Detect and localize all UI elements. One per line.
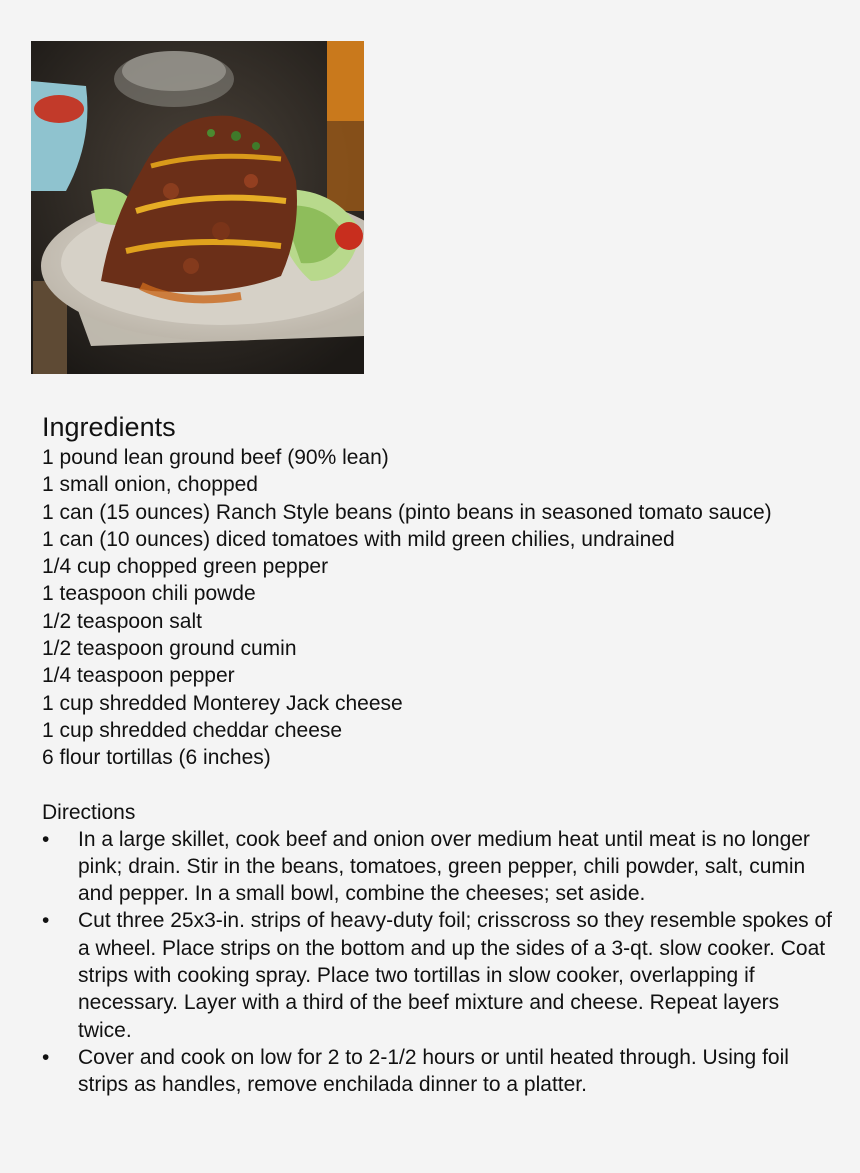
ingredient-item: 1 can (15 ounces) Ranch Style beans (pinto beans in seasoned tomato sauce) — [42, 500, 772, 524]
direction-step-text: Cover and cook on low for 2 to 2-1/2 hours or until heated through. Using foil strips as handles, remove enchilada dinner to a platter. — [78, 1045, 789, 1097]
direction-step — [42, 907, 838, 1043]
ingredient-item: 1 pound lean ground beef (90% lean) — [42, 446, 389, 469]
bullet-icon: • — [42, 827, 50, 851]
ingredient-item: 1 small onion, chopped — [42, 473, 258, 497]
ingredient-item: 1/4 cup chopped green pepper — [42, 555, 329, 579]
ingredient-item: 1/2 teaspoon ground cumin — [42, 637, 297, 661]
direction-step — [42, 1044, 838, 1099]
direction-step — [42, 826, 838, 908]
ingredient-item: 1/2 teaspoon salt — [42, 609, 202, 633]
direction-step-text: In a large skillet, cook beef and onion over medium heat until meat is no longer pink; drain. Stir in the beans, tomatoes, green pepper, chili powder, salt, cumin and pepper. In a small bowl, combine the cheeses; set aside. — [78, 827, 810, 906]
ingredient-item: 1/4 teaspoon pepper — [42, 664, 235, 688]
ingredients-heading: Ingredients — [42, 412, 176, 442]
bullet-icon: • — [42, 909, 50, 933]
ingredient-item: 1 teaspoon chili powde — [42, 582, 256, 606]
ingredient-item: 1 cup shredded Monterey Jack cheese — [42, 691, 403, 715]
recipe-content — [42, 410, 842, 1099]
bullet-icon: • — [42, 1045, 50, 1069]
directions-list — [42, 826, 842, 1099]
direction-step-text: Cut three 25x3-in. strips of heavy-duty foil; crisscross so they resemble spokes of a wheel. Place strips on the bottom and up the sides of a 3-qt. slow cooker. Coat strips with cooking spray. Place two tortillas in slow cooker, overlapping if necessary. Layer with a third of the beef mixture and cheese. Repeat layers twice. — [78, 909, 832, 1042]
recipe-photo — [31, 41, 364, 374]
ingredient-item: 1 can (10 ounces) diced tomatoes with mild green chilies, undrained — [42, 527, 675, 551]
ingredients-list — [42, 444, 842, 772]
ingredient-item: 1 cup shredded cheddar cheese — [42, 718, 343, 742]
directions-heading: Directions — [42, 800, 136, 824]
ingredient-item: 6 flour tortillas (6 inches) — [42, 746, 271, 770]
